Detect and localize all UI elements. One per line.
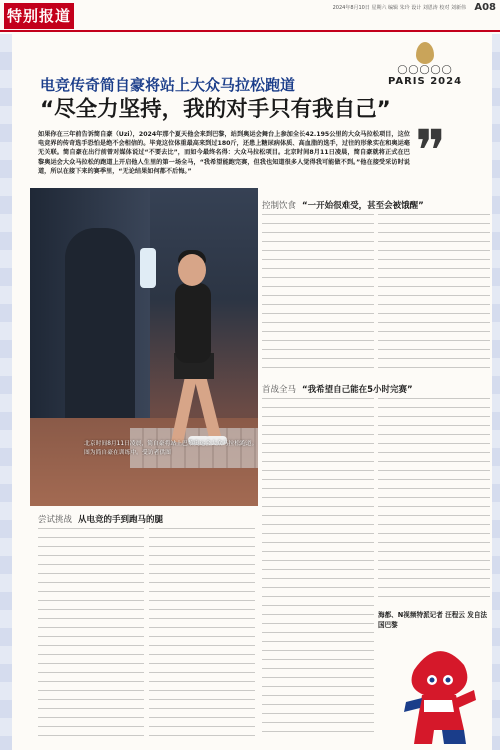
header-meta: 2024年8月10日 星期六 编辑 朱玲 设计 刘恩涛 校对 刘新伟 bbox=[332, 5, 466, 11]
olympic-rings-icon: ◯◯◯◯◯ bbox=[397, 65, 453, 75]
paris-2024-logo bbox=[380, 42, 470, 97]
article-lead: 如果你在三年前告诉简自豪（Uzi），2024年那个夏天他会来到巴黎，站到奥运会舞台上参加全长42.195公里的大众马拉松项目，这位电竞界的传奇选手恐怕是绝不会相信的。毕竟这位体重最高来到过180斤，还患上糖尿病体质、高血脂的选手，过往的形象实在和奥运毫无关联。简自豪在出行前曾对媒体说过“不要去比”，而如今最终名得：大众马拉松项目。北京时间8月11日凌晨，简自豪就将正式在巴黎奥运会大众马拉松的跑道上开启他人生里的第一场全马，“我希望能跑完赛，但我也知道很多人觉得我可能做不到。”他在接受采访时说道，所以在接下来的赛季里，“无论结果如何都不后悔。” bbox=[38, 131, 410, 175]
body-column bbox=[38, 528, 144, 740]
body-column bbox=[149, 528, 255, 740]
quote-mark-icon: ❞ bbox=[415, 117, 447, 185]
left-ornament-border bbox=[0, 34, 12, 750]
section-label: 首战全马 bbox=[262, 385, 297, 395]
photo-caption: 北京时间8月11日凌晨，简自豪将站上巴黎奥运会大众马拉松跑道。图为简自豪在训练中。受访者供图 bbox=[84, 441, 258, 456]
article-photo bbox=[30, 188, 258, 506]
section-heading bbox=[262, 383, 413, 395]
right-ornament-border bbox=[492, 34, 500, 750]
phryge-mascot-icon bbox=[394, 640, 482, 746]
body-column bbox=[378, 398, 490, 603]
section-label: 控制饮食 bbox=[262, 201, 297, 211]
body-column bbox=[262, 214, 374, 376]
section-title: “我希望自己能在5小时完赛” bbox=[302, 385, 413, 395]
section-tag: 特别报道 bbox=[4, 3, 74, 29]
article-subtitle: 电竞传奇简自豪将站上大众马拉松跑道 bbox=[40, 76, 296, 94]
page-number: A08 bbox=[474, 2, 496, 13]
article-title: “尽全力坚持，我的对手只有我自己” bbox=[40, 97, 391, 122]
page-header bbox=[0, 0, 500, 30]
logo-text: PARIS 2024 bbox=[387, 76, 463, 87]
section-heading bbox=[262, 199, 424, 211]
header-rule bbox=[0, 30, 500, 32]
section-heading bbox=[38, 513, 163, 525]
section-title: 从电竞的手到跑马的腿 bbox=[78, 515, 164, 525]
flame-icon bbox=[416, 42, 434, 64]
byline: 海都、N视频特派记者 汪程云 发自法国巴黎 bbox=[378, 611, 488, 629]
body-column bbox=[262, 398, 374, 738]
section-label: 尝试挑战 bbox=[38, 515, 73, 525]
section-title: “一开始很难受，甚至会被饿醒” bbox=[302, 201, 424, 211]
body-column bbox=[378, 214, 490, 376]
